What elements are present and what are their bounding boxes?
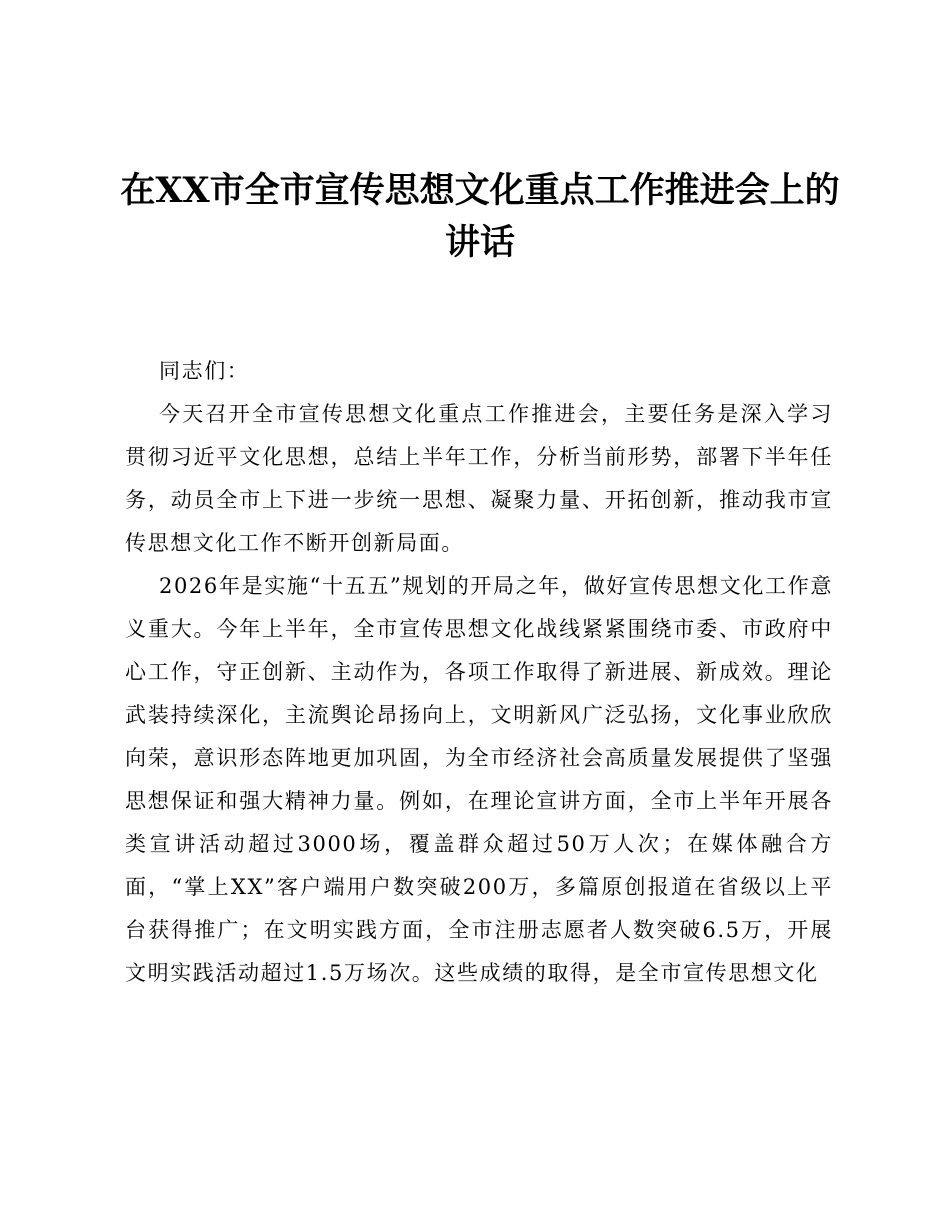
paragraph-2: 2026年是实施“十五五”规划的开局之年，做好宣传思想文化工作意义重大。今年上半年，全市宣传思想文化战线紧紧围绕市委、市政府中心工作，守正创新、主动作为，各项工作取得了新进展、新成效。理论武装持续深化，主流舆论昂扬向上，文明新风广泛弘扬，文化事业欣欣向荣，意识形态阵地更加巩固，为全市经济社会高质量发展提供了坚强思想保证和强大精神力量。例如，在理论宣讲方面，全市上半年开展各类宣讲活动超过3000场，覆盖群众超过50万人次；在媒体融合方面，“掌上XX”客户端用户数突破200万，多篇原创报道在省级以上平台获得推广；在文明实践方面，全市注册志愿者人数突破6.5万，开展文明实践活动超过1.5万场次。这些成绩的取得，是全市宣传思想文化 xyxy=(125,574,833,985)
document-body xyxy=(125,350,833,995)
paragraph-1: 今天召开全市宣传思想文化重点工作推进会，主要任务是深入学习贯彻习近平文化思想，总结上半年工作，分析当前形势，部署下半年任务，动员全市上下进一步统一思想、凝聚力量、开拓创新，推动我市宣传思想文化工作不断开创新局面。 xyxy=(125,402,833,555)
document-title: 在XX市全市宣传思想文化重点工作推进会上的讲话 xyxy=(120,170,840,263)
salutation: 同志们： xyxy=(159,359,250,383)
